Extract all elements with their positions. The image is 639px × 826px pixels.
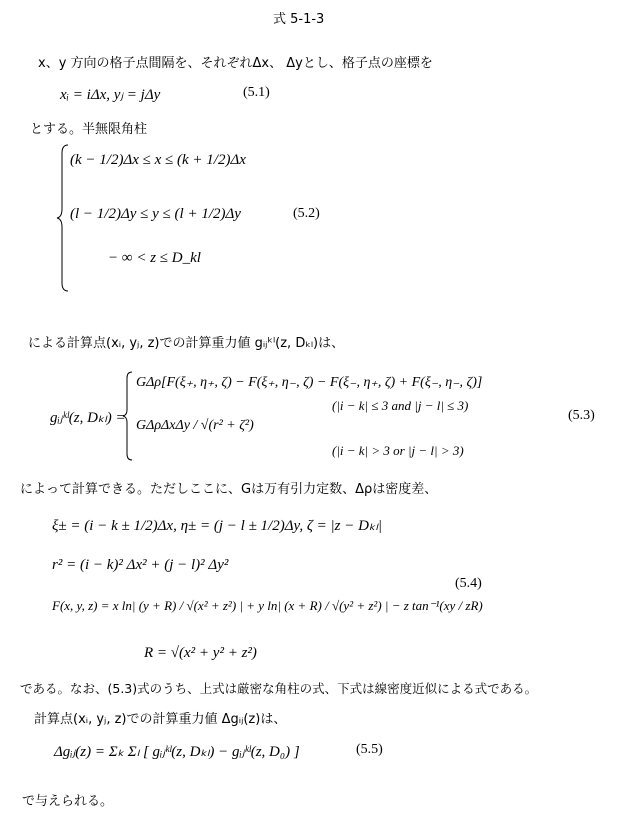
equation-5-3-condition-1: (|i − k| ≤ 3 and |j − l| ≤ 3) [332,398,469,413]
paragraph-computed-gravity: による計算点(xᵢ, yⱼ, z)での計算重力値 gᵢⱼᵏˡ(z, Dₖₗ)は、 [28,336,345,351]
paragraph-formula-explanation: である。なお、(5.3)式のうち、上式は厳密な角柱の式、下式は線密度近似による式である。 [20,681,538,696]
equation-5-4-line-2: r² = (i − k)² Δx² + (j − l)² Δy² [52,557,229,573]
equation-5-2-brace [56,143,70,293]
paragraph-gravitational-constant: によって計算できる。ただしここに、Gは万有引力定数、Δρは密度差、 [20,482,438,497]
equation-5-4-line-3: F(x, y, z) = x ln| (y + R) / √(x² + z²) | + y ln| (x + R) / √(y² + z²) | − z tan⁻¹(xy / zR) [52,598,483,613]
paragraph-grid-spacing: x、y 方向の格子点間隔を、それぞれΔx、 Δyとし、格子点の座標を [38,56,433,71]
paragraph-semi-infinite-prism: とする。半無限角柱 [30,122,148,137]
equation-5-1-label: (5.1) [243,85,270,100]
equation-5-2-line-1: (k − 1/2)Δx ≤ x ≤ (k + 1/2)Δx [70,152,246,168]
equation-5-4-line-1: ξ± = (i − k ± 1/2)Δx, η± = (j − l ± 1/2)Δy, ζ = |z − Dₖₗ| [52,518,382,534]
equation-5-1: xᵢ = iΔx, yⱼ = jΔy [60,87,161,103]
equation-5-3-case-1: GΔρ[F(ξ₊, η₊, ζ) − F(ξ₊, η₋, ζ) − F(ξ₋, η₊, ζ) + F(ξ₋, η₋, ζ)] [136,375,483,390]
paragraph-computed-gravity-delta: 計算点(xᵢ, yⱼ, z)での計算重力値 Δgᵢⱼ(z)は、 [34,712,287,727]
equation-5-3-label: (5.3) [568,408,595,423]
equation-5-4-line-4: R = √(x² + y² + z²) [144,645,257,661]
page-title: 式 5-1-3 [273,12,325,27]
equation-5-5-label: (5.5) [356,742,383,757]
equation-5-4-label: (5.4) [455,576,482,591]
equation-5-3-lhs: gᵢⱼᵏˡ(z, Dₖₗ) = [50,410,126,426]
paragraph-given-by: で与えられる。 [22,794,114,809]
equation-5-3-condition-2: (|i − k| > 3 or |j − l| > 3) [332,443,464,458]
equation-5-3-case-2: GΔρΔxΔy / √(r² + ζ²) [136,418,254,433]
equation-5-2-line-2: (l − 1/2)Δy ≤ y ≤ (l + 1/2)Δy [70,206,241,222]
equation-5-3-brace [122,370,134,462]
equation-5-5: Δgᵢⱼ(z) = Σₖ Σₗ [ gᵢⱼᵏˡ(z, Dₖₗ) − gᵢⱼᵏˡ(z, D₀) ] [54,744,300,760]
equation-5-2-label: (5.2) [293,206,320,221]
equation-5-2-line-3: − ∞ < z ≤ D_kl [108,250,201,266]
